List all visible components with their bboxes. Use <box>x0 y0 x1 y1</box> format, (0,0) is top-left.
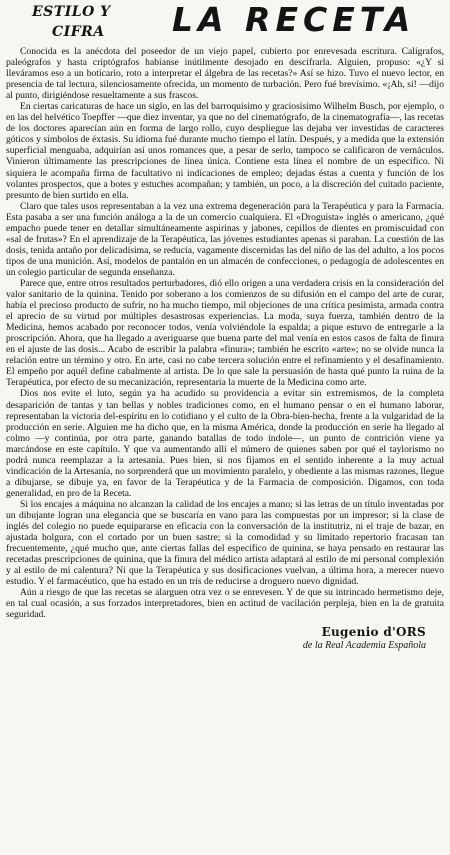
paragraph-1: Conocida es la anécdota del poseedor de un viejo papel, cubierto por enrevesada escritura. Calígrafos, paleógrafos y hasta criptógrafos habíanse inútilmente desojado en descifrarla. Alguien, propuso: «¿Y si lleváramos eso a un boticario, roto a interpretar el álgebra de las recetas?» Así se hizo. Tuvo el nuevo lector, en presencia de tal lectura, silenciosamente ofrecida, un momento de turbación. Pero fué brevísimo. «¡Ah, sí! —dijo al punto, dirigiéndose resueltamente a sus frascos. <box>6 46 444 102</box>
author-affiliation: de la Real Academia Española <box>302 640 426 652</box>
paragraph-3: Claro que tales usos representaban a la vez una extrema degeneración para la Terapéutica y para la Farmacia. Esta pasaba a ser una función análoga a la de un comercio cualquiera. El «Droguista» inglés o americano, ¿qué empacho puede tener en detallar simultáneamente aspirinas y jabones, cepillos de dientes en promiscuidad con «sal de frutas»? En el aprendizaje de la Terapéutica, las jóvenes estudiantes apenas si paraban. La cuestión de las dosis, tenida antaño por delicadísima, se reducía, vagamente discernidas las del niño de las del adulto, a los pocos tipos de una munición. Así, modelos de pantalón en un almacén de confecciones, o pedagogía de adolescentes en un colegio particular de segunda enseñanza. <box>6 200 444 278</box>
section-kicker-line-2: CIFRA <box>52 24 105 40</box>
article-header <box>6 2 444 46</box>
article-title: LA RECETA <box>172 2 416 39</box>
author-signature <box>6 625 444 652</box>
section-kicker-line-1: ESTILO Y <box>32 4 111 20</box>
paragraph-7: Aún a riesgo de que las recetas se alarguen otra vez o se enrevesen. Y de que su intrincado hermetismo deje, en tal cual ocasión, a sus forzados interpretadores, bien en actitud de vacilación perpleja, bien en la de gratuita seguridad. <box>6 587 444 621</box>
paragraph-6: Si los encajes a máquina no alcanzan la calidad de los encajes a mano; si las letras de un título inventadas por un dibujante logran una elegancia que se buscaría en vano para las compuestas por un impresor; si la clase de inglés del colegio no puede equipararse en eficacia con la conversación de la institutriz, ni el traje de bazar, en ajustada holgura, con el cortado por un buen sastre; si la comodidad y su limitado repertorio fracasan tan frecuentemente, ¿qué mucho que, ante ciertas fallas del específico de quinina, se haya pensado en restaurar las recetadas prescripciones de quinina, que la finura del médico artista adaptará al estilo de mi personal complexión y al estilo de mi calentura? Ni que la Terapéutica y sus dosificaciones vuelvan, a última hora, a merecer nuevo estudio. Y el farmacéutico, que ha estado en un trís de reducirse a droguero nuevo dignidad. <box>6 498 444 588</box>
paragraph-5: Dios nos evite el luto, según ya ha acudido su providencia a evitar sin extremismos, de la completa desaparición de tantas y tan bellas y nobles tradiciones como, en el humano pensar o en el humano laborar, representaban la victoria del-espíritu en lo cotidiano y el culto de la Obra-bien-hecha, frente a la vulgaridad de la producción en serie. Alguien me ha dicho que, en la misma América, donde la producción en serie ha llegado al colmo —y continúa, por otra parte, ganando batallas de todo índole—, un punto de contrición viene ya marcándose en este capítulo. Y que va aumentando allí el número de quienes saben por qué el taylorismo no podrá nunca reemplazar a la artesanía. Pues bien, si nos fijamos en el sentido inherente a la muy actual vindicación de la Artesanía, no sorprenderá que un movimiento paralelo, y obediente a las mismas razones, llegue a dibujarse, se dibuje ya, en favor de la Terapéutica y de la Farmacia de composición. Digamos, con toda generalidad, en pro de la Receta. <box>6 388 444 499</box>
article-body <box>6 46 444 620</box>
paragraph-2: En ciertas caricaturas de hace un siglo, en las del barroquísimo y graciosísimo Wilhelm Busch, por ejemplo, o en las del helvético Toepffer —que diez inventar, ya que no del cinematógrafo, de la cinematografía—, las recetas de los doctores aparecían aún en forma de largo rollo, cuyo despliegue las dejaba ver investidas de caracteres góticos y símbolos de éxtasis. Su idioma fué durante mucho tiempo el latín. Después, y a medida que la extensión superficial menguaba, adquirían así unos romances que, a pesar de serlo, tampoco se calificaron de vernáculos. Vinieron últimamente las prescripciones de línea única. Contiene esta línea el nombre de un específico. Ni siquiera le acompaña firma de facultativo ni indicaciones de empleo; dejadas éstas a cuenta y función de los volantes prospectos, que a botes y estuches acompañan; y también, un poco, a la discreción del cuitado paciente, presunto de bien surtido en ella. <box>6 101 444 201</box>
article-page <box>6 2 444 853</box>
paragraph-4: Parece que, entre otros resultados perturbadores, dió ello origen a una verdadera crisis en la consideración del valor sanitario de la quinina. Tenido por soberano a los comienzos de su difusión en el campo del arte de curar, había el precioso producto de sufrir, no ha mucho tiempo, mil objeciones de una crítica pesimista, armada contra el aprecio de su virtud por múltiples desastrosas experiencias. La moda, suya fuerza, también dentro de la Medicina, hemos acabado por reconocer todos, venía volviéndole la espalda; a pique estuvo de entregarle a la proscripción. Ahora, que ha llegado a averiguarse que buena parte del mal venía en estos casos de falta de finura en el ajuste de las dosis... Acabo de escribir la palabra «finura»; también he escrito «arte»; no se olvide nunca la relación entre un término y otro. En arte, casi no cabe tercera solución entre el refinamiento y el desafinamiento. El empeño por aquél define cabalmente al artista. De lo que sale la persuasión de hasta qué punto la ruina de la Terapéutica, por efecto de su mecanización, representaría la muerte de la Medicina como arte. <box>6 277 444 389</box>
author-name: Eugenio d'ORS <box>321 625 426 640</box>
